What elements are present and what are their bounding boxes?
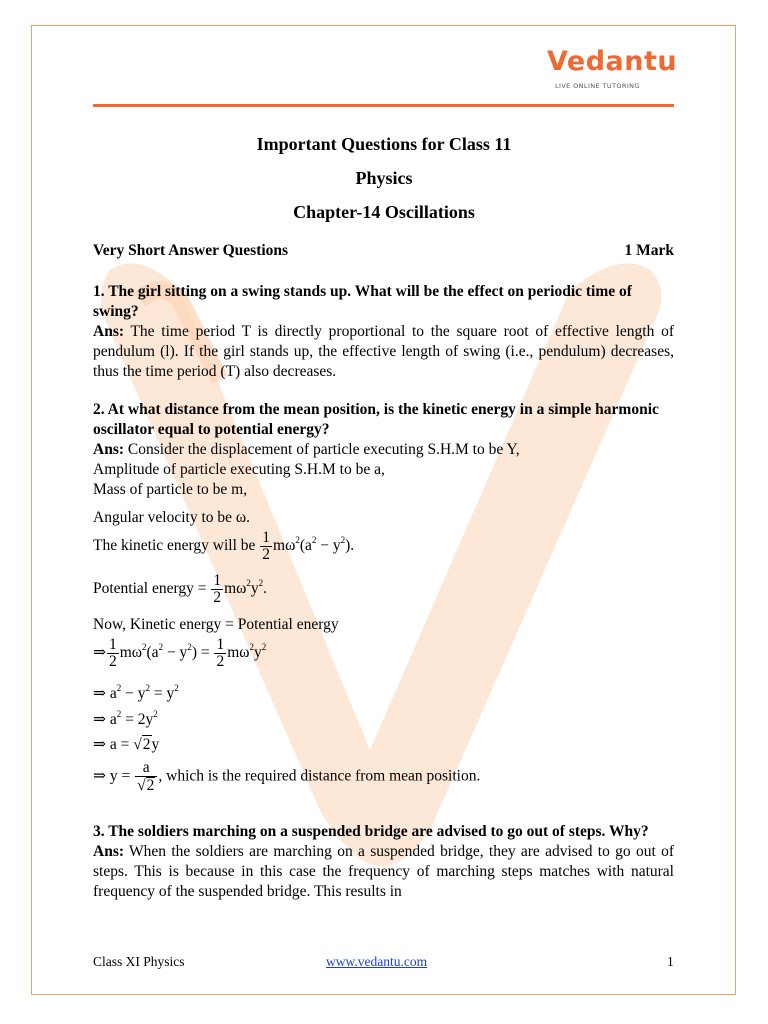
fraction-half: $\frac{1}{2}$ xyxy=(213,572,222,606)
angular-velocity-line: Angular velocity to be ω. xyxy=(93,509,250,526)
potential-energy-formula: Potential energy = $\frac{1}{2}$ $m\omega^2y^2$. xyxy=(93,572,268,606)
answer-1-label: Ans: xyxy=(93,323,125,340)
answer-3 xyxy=(93,842,674,902)
ke-prefix: The kinetic energy will be xyxy=(93,537,256,555)
section-title: Very Short Answer Questions xyxy=(93,242,289,259)
answer-1 xyxy=(93,322,674,382)
vedantu-logo xyxy=(547,46,678,96)
answer-2-text: Consider the displacement of particle executing S.H.M to be Y, xyxy=(127,441,520,458)
chapter-title: Chapter-14 Oscillations xyxy=(293,202,475,222)
document-title: Important Questions for Class 11 xyxy=(256,134,512,154)
logo-tagline: LIVE ONLINE TUTORING xyxy=(555,82,640,90)
pe-prefix: Potential energy = xyxy=(93,580,207,598)
answer-2-line2: Amplitude of particle executing S.H.M to be a, xyxy=(93,461,385,478)
answer-2-label: Ans: xyxy=(93,441,125,458)
fraction-half: $\frac{1}{2}$ xyxy=(262,529,271,563)
footer-class-label: Class XI Physics xyxy=(93,954,185,969)
kinetic-energy-formula: The kinetic energy will be $\frac{1}{2}$ $m\omega^2(a^2 - y^2)$. xyxy=(93,529,355,563)
question-3-text: 3. The soldiers marching on a suspended bridge are advised to go out of steps. Why? xyxy=(93,823,649,840)
question-3 xyxy=(93,822,674,902)
answer-3-label: Ans: xyxy=(93,843,125,860)
subject-title: Physics xyxy=(355,168,413,188)
equation-step-3: ⇒ $a^2 = 2y^2$ xyxy=(93,709,158,728)
logo-wordmark: Vedantu xyxy=(547,46,678,77)
answer-2-line3: Mass of particle to be m, xyxy=(93,481,248,498)
question-2-text: 2. At what distance from the mean position, is the kinetic energy in a simple harmonic oscillator equal to potential energy? xyxy=(93,401,659,438)
page-number: 1 xyxy=(667,954,674,969)
question-1 xyxy=(93,282,674,382)
footer-website-link[interactable]: www.vedantu.com xyxy=(326,954,428,969)
result-suffix: , which is the required distance from mean position. xyxy=(158,767,481,785)
answer-3-text: When the soldiers are marching on a suspended bridge, they are advised to go out of steps. This is because in this case the frequency of marching steps matches with natural frequency of the suspended bridge. This results in xyxy=(93,843,674,900)
answer-2-line1 xyxy=(93,440,674,460)
equation-step-2: ⇒ $a^2 - y^2 = y^2$ xyxy=(93,683,179,702)
equation-result: ⇒ y = $\frac{a}{√2}$ , which is the required distance from mean position. xyxy=(93,759,481,794)
header-rule xyxy=(93,104,674,107)
question-1-text: 1. The girl sitting on a swing stands up. What will be the effect on periodic time of swing? xyxy=(93,283,632,320)
energy-equality-line: Now, Kinetic energy = Potential energy xyxy=(93,616,339,633)
question-2 xyxy=(93,400,674,500)
fraction-a-over-root2: $\frac{a}{√2}$ xyxy=(135,760,157,794)
answer-1-text: The time period T is directly proportional to the square root of effective length of pendulum (l). If the girl stands up, the effective length of swing (i.e., pendulum) decreases, thus the time period (T) also decreases. xyxy=(93,323,674,380)
fraction-half: $\frac{1}{2}$ xyxy=(216,636,225,670)
section-heading xyxy=(93,242,674,260)
equation-step-4: ⇒ a = √2y xyxy=(93,736,160,753)
fraction-half: $\frac{1}{2}$ xyxy=(109,636,117,670)
section-marks: 1 Mark xyxy=(624,242,674,259)
equation-step-1: ⇒ $\frac{1}{2}$ $m\omega^2(a^2 - y^2)$ = $\frac{1}{2}$ $m\omega^2y^2$ xyxy=(93,636,267,670)
